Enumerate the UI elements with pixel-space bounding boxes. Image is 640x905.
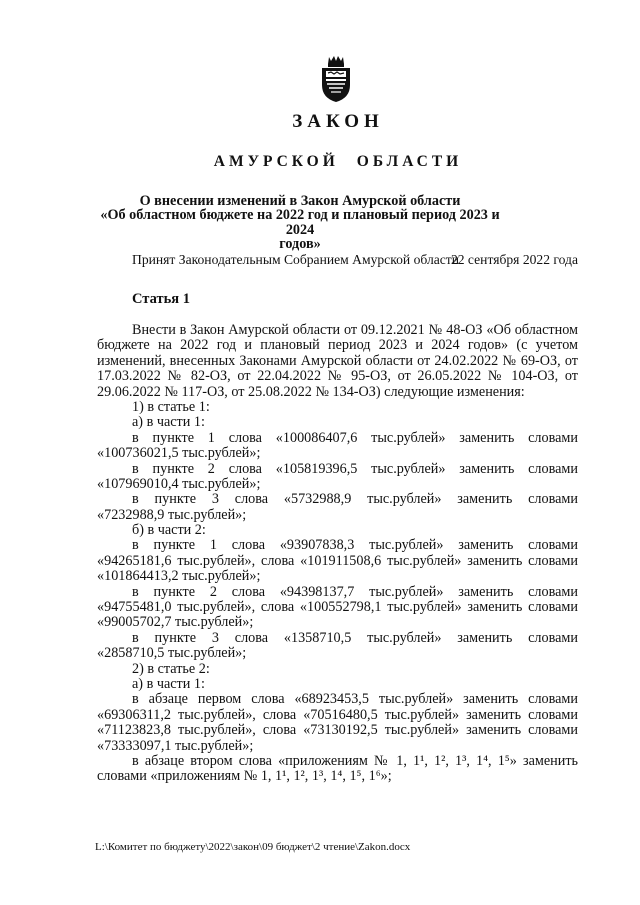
body-line: «94755481,0 тыс.рублей», слова «100552798,1 тыс.рублей» заменить словами	[97, 599, 578, 616]
body-line: «73333097,1 тыс.рублей»;	[97, 737, 254, 754]
body-line: «94265181,6 тыс.рублей», слова «101911508,6 тыс.рублей» заменить словами	[97, 552, 578, 569]
heading-line: О внесении изменений в Закон Амурской области	[139, 193, 461, 209]
body-line: в пункте 3 слова «1358710,5 тыс.рублей» заменить словами	[132, 629, 578, 646]
body-line: в пункте 1 слова «100086407,6 тыс.рублей» заменить словами	[132, 429, 578, 446]
body-line: 29.06.2022 № 117-ОЗ, от 25.08.2022 № 134-ОЗ) следующие изменения:	[97, 383, 525, 400]
body-line: б) в части 2:	[132, 522, 206, 539]
body-line: «100736021,5 тыс.рублей»;	[97, 445, 261, 462]
heading-line: «Об областном бюджете на 2022 год и плановый период 2023 и 2024	[100, 207, 500, 238]
body-line: в пункте 2 слова «105819396,5 тыс.рублей» заменить словами	[132, 460, 578, 477]
body-line: в абзаце первом слова «68923453,5 тыс.рублей» заменить словами	[132, 691, 578, 708]
law-heading	[100, 194, 500, 252]
body-line: «101864413,2 тыс.рублей»;	[97, 568, 261, 585]
adoption-date: 22 сентября 2022 года	[450, 252, 578, 267]
article-heading: Статья 1	[132, 291, 190, 307]
heading-line: годов»	[279, 236, 321, 253]
document-title: ЗАКОН	[292, 111, 384, 132]
body-line: 2) в статье 2:	[132, 660, 210, 677]
adoption-text: Принят Законодательным Собранием Амурской области	[132, 252, 460, 267]
body-line: «71123823,8 тыс.рублей», слова «73130192,5 тыс.рублей» заменить словами	[97, 722, 578, 739]
body-line: в абзаце втором слова «приложениям № 1, 1¹, 1², 1³, 1⁴, 1⁵» заменить	[132, 752, 578, 769]
article-body	[97, 323, 578, 785]
body-line: Внести в Закон Амурской области от 09.12.2021 № 48-ОЗ «Об областном	[132, 322, 578, 338]
body-line: 1) в статье 1:	[132, 398, 210, 415]
body-line: в пункте 1 слова «93907838,3 тыс.рублей» заменить словами	[132, 537, 578, 554]
body-line: словами «приложениям № 1, 1¹, 1², 1³, 1⁴, 1⁵, 1⁶»;	[97, 768, 392, 785]
body-line: «99005702,7 тыс.рублей»;	[97, 614, 254, 631]
body-line: 17.03.2022 № 82-ОЗ, от 22.04.2022 № 95-ОЗ, от 26.05.2022 № 104-ОЗ, от	[97, 368, 578, 385]
subtitle-word-1: АМУРСКОЙ	[213, 153, 339, 170]
body-line: «2858710,5 тыс.рублей»;	[97, 645, 247, 662]
adoption-line	[132, 253, 578, 267]
body-line: «7232988,9 тыс.рублей»;	[97, 506, 247, 523]
subtitle-word-2: ОБЛАСТИ	[356, 153, 463, 170]
body-line: а) в части 1:	[132, 675, 205, 692]
body-line: а) в части 1:	[132, 414, 205, 431]
body-line: в пункте 3 слова «5732988,9 тыс.рублей» заменить словами	[132, 491, 578, 508]
document-subtitle	[0, 154, 640, 170]
body-line: «69306311,2 тыс.рублей», слова «70516480,5 тыс.рублей» заменить словами	[97, 706, 578, 723]
file-path-footer: L:\Комитет по бюджету\2022\закон\09 бюджет\2 чтение\Zakon.docx	[95, 841, 411, 853]
body-line: «107969010,4 тыс.рублей»;	[97, 475, 261, 492]
body-line: изменений, внесенных Законами Амурской области от 24.02.2022 № 69-ОЗ, от	[97, 352, 578, 369]
body-line: бюджете на 2022 год и плановый период 2023 и 2024 годов» (с учетом	[97, 337, 578, 354]
coat-of-arms-emblem	[317, 55, 355, 103]
body-line: в пункте 2 слова «94398137,7 тыс.рублей» заменить словами	[132, 583, 578, 600]
